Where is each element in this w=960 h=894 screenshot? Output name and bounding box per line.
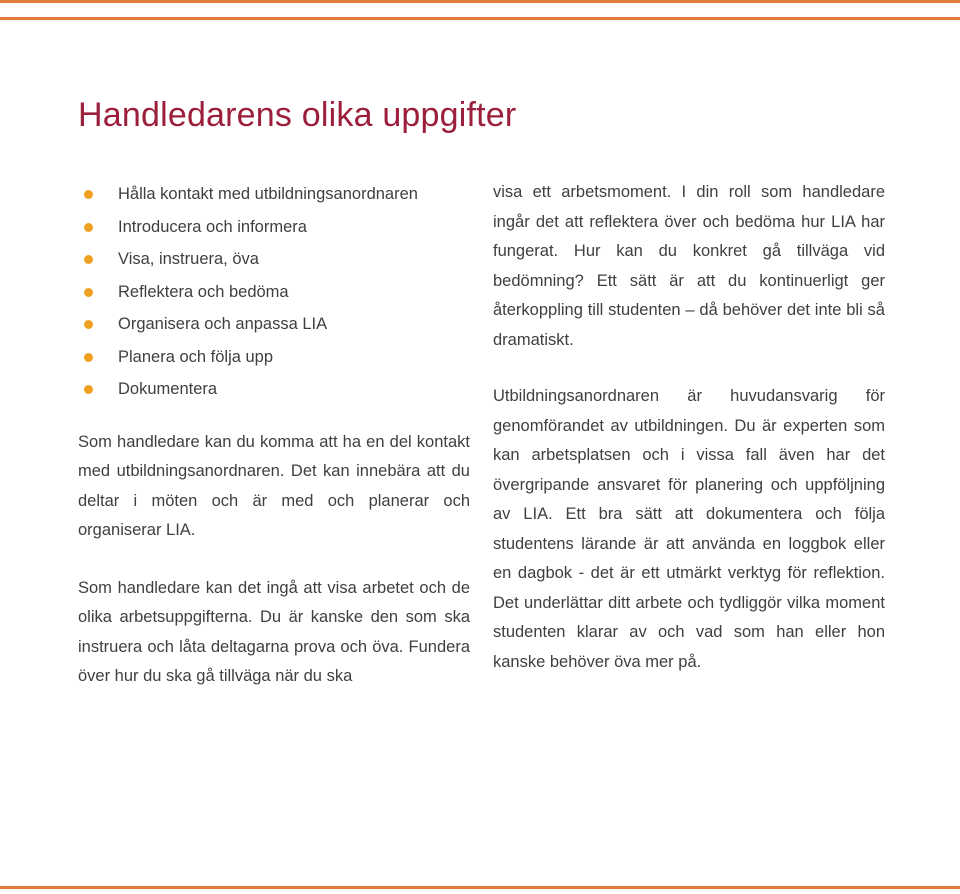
list-item-text: Reflektera och bedöma xyxy=(118,282,289,301)
bottom-accent-rule xyxy=(0,886,960,889)
list-item-text: Hålla kontakt med utbildningsanordnaren xyxy=(118,185,418,203)
bullet-dot-icon xyxy=(84,320,93,329)
top-accent-rule xyxy=(0,0,960,3)
list-item-text: Visa, instruera, öva xyxy=(118,250,259,268)
right-paragraph-2: Utbildningsanordnaren är huvudansvarig för genomförandet av utbildningen. Du är experten som kan arbetsplatsen och i vissa fall även har det övergripande ansvaret för planering och uppföljning av LIA. Ett bra sätt att dokumentera och följa studentens lärande är att använda en loggbok eller en dagbok - det är ett utmärkt verktyg för reflektion. Det underlättar ditt arbete och tydliggör vilka moment studenten klarar av och vad som han eller hon kanske behöver öva mer på. xyxy=(493,387,885,671)
list-item-text: Planera och följa upp xyxy=(118,347,274,366)
top-accent-rule-secondary xyxy=(0,17,960,20)
page-title: Handledarens olika uppgifter xyxy=(78,96,517,134)
list-item xyxy=(78,308,470,341)
right-column xyxy=(493,178,885,677)
list-item xyxy=(78,211,470,244)
list-item xyxy=(78,341,470,374)
right-paragraph-1: visa ett arbetsmoment. I din roll som handledare ingår det att reflektera över och bedöma hur LIA har fungerat. Hur kan du konkret gå tillväga vid bedömning? Ett sätt är att du kontinuerligt ger återkoppling till studenten – då behöver det inte bli så dramatiskt. xyxy=(493,183,885,349)
list-item xyxy=(78,373,470,406)
left-paragraph-1: Som handledare kan du komma att ha en del kontakt med utbildningsanordnaren. Det kan innebära att du deltar i möten och är med och planerar och organiserar LIA. xyxy=(78,432,470,539)
bullet-dot-icon xyxy=(84,353,93,362)
left-column xyxy=(78,178,470,692)
list-item-text: Introducera och informera xyxy=(118,217,307,236)
bullet-dot-icon xyxy=(84,190,93,199)
list-item-text: Dokumentera xyxy=(118,380,218,398)
bullet-dot-icon xyxy=(84,385,93,394)
list-item xyxy=(78,276,470,309)
task-list xyxy=(78,178,470,406)
bullet-dot-icon xyxy=(84,288,93,297)
list-item xyxy=(78,243,470,276)
left-paragraph-2: Som handledare kan det ingå att visa arbetet och de olika arbetsuppgifterna. Du är kanske den som ska instruera och låta deltagarna prova och öva. Fundera över hur du ska gå tillväga när du ska xyxy=(78,578,470,685)
bullet-dot-icon xyxy=(84,255,93,264)
list-item-text: Organisera och anpassa LIA xyxy=(118,315,328,333)
bullet-dot-icon xyxy=(84,223,93,232)
list-item xyxy=(78,178,470,211)
